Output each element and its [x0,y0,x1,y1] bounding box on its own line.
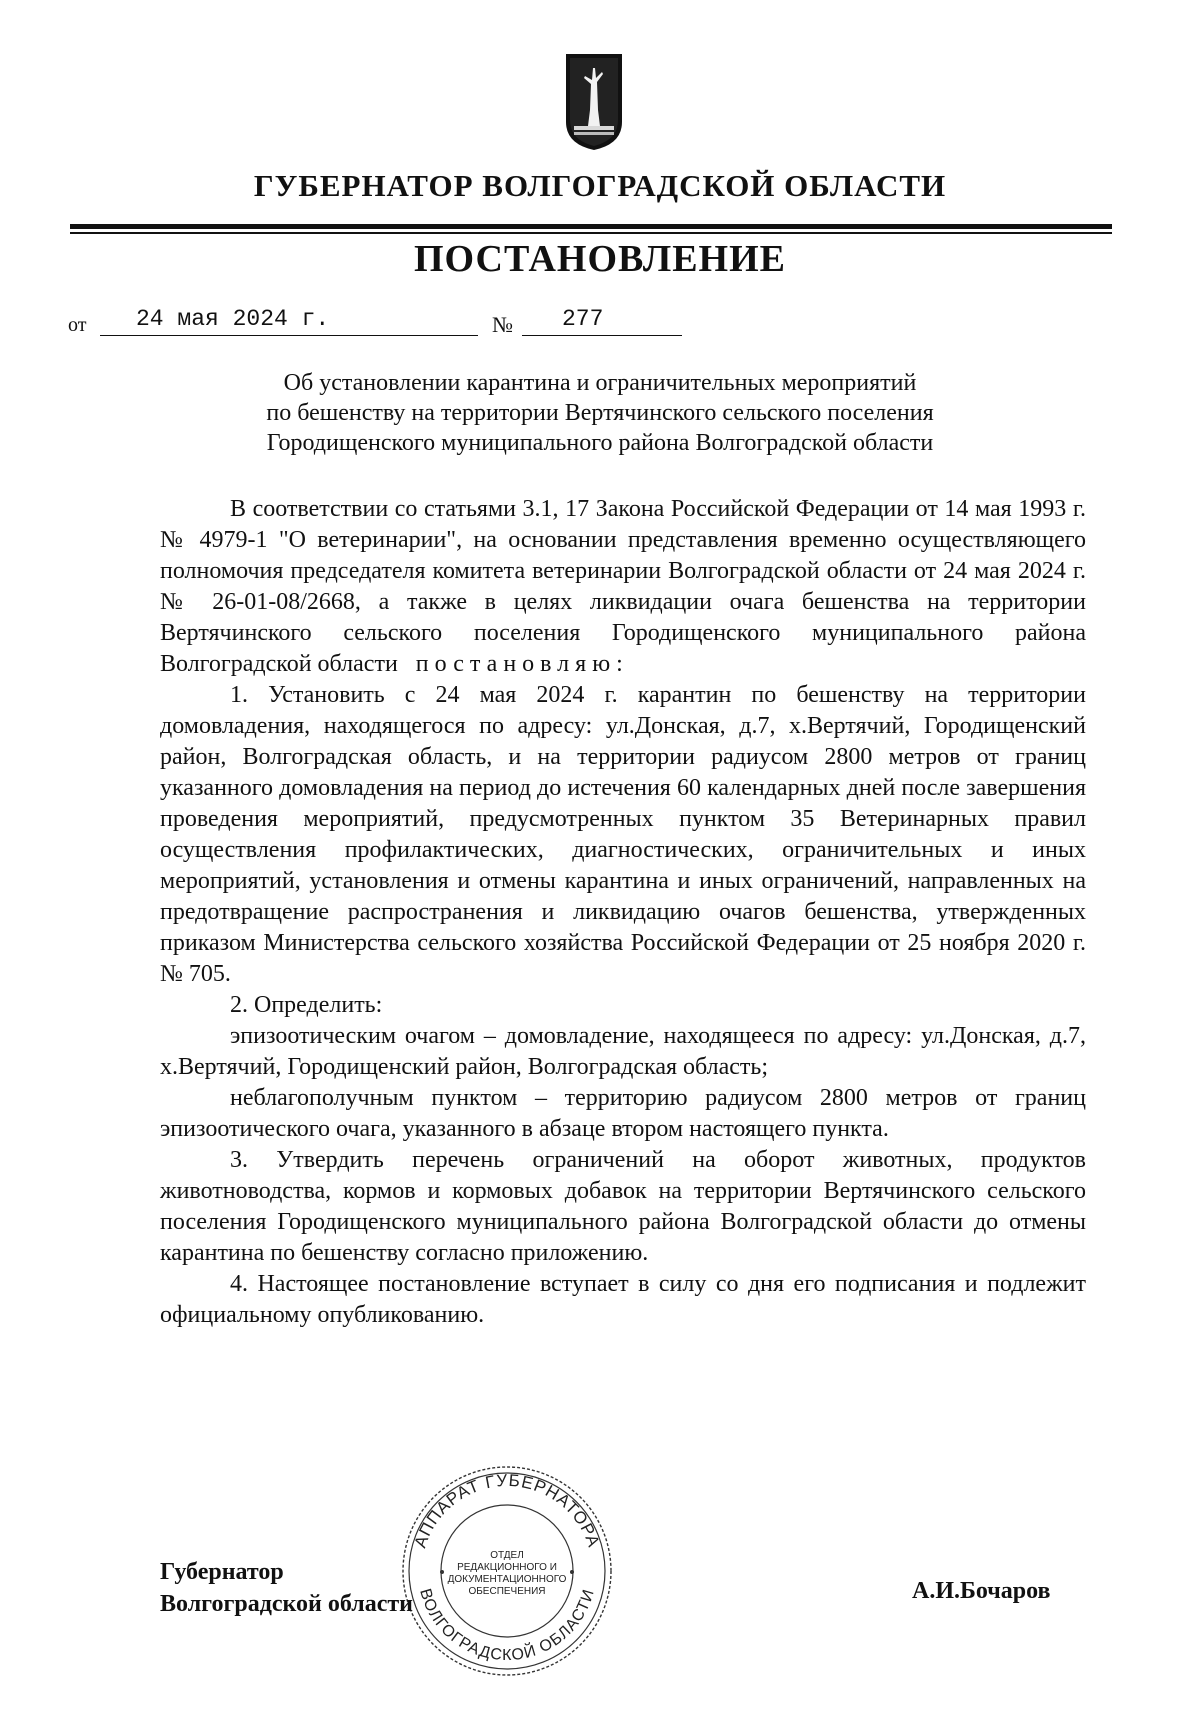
authority-title: ГУБЕРНАТОР ВОЛГОГРАДСКОЙ ОБЛАСТИ [253,168,947,203]
signatory-name: А.И.Бочаров [912,1578,1051,1604]
stamp-line: ОТДЕЛ [490,1550,524,1561]
signatory-position-line: Волгоградской области [160,1591,413,1617]
stamp-line: РЕДАКЦИОННОГО И [457,1562,557,1573]
document-number: 277 [522,306,682,336]
item-2-paragraph-b: неблагополучным пунктом – территорию радиусом 2800 метров от границ эпизоотического очага, указанного в абзаце втором настоящего пункта. [160,1085,1086,1142]
document-subject [150,368,1050,458]
header-divider-thin [70,232,1112,234]
document-body [160,494,1086,1331]
signatory-position-line: Губернатор [160,1559,284,1585]
document-date: 24 мая 2024 г. [100,306,478,336]
preamble-text: В соответствии со статьями 3.1, 17 Закона Российской Федерации от 14 мая 1993 г. № 4979-1 "О ветеринарии", на основании представления временно осуществляющего полномочия председателя комитета ветеринарии Волгоградской области от 24 мая 2024 г. № 26-01-08/2668, а также в целях ликвидации очага бешенства на территории Вертячинского сельского поселения Городищенского муниципального района Волгоградской области [160,496,1086,677]
emblem-icon [564,52,624,152]
document-type-title: ПОСТАНОВЛЕНИЕ [413,238,787,280]
stamp-line: ОБЕСПЕЧЕНИЯ [468,1586,546,1597]
official-stamp [398,1462,616,1680]
stamp-ring-top-text: АППАРАТ ГУБЕРНАТОРА [410,1470,604,1551]
subject-line: Об установлении карантина и ограничительных мероприятий [283,370,917,396]
svg-text:АППАРАТ ГУБЕРНАТОРА [411,1471,604,1550]
preamble-paragraph [160,494,1086,680]
date-label: от [68,314,87,336]
subject-line: Городищенского муниципального района Волгоградской области [266,430,934,456]
item-2-paragraph-a: эпизоотическим очагом – домовладение, находящееся по адресу: ул.Донская, д.7, х.Вертячий, Городищенский район, Волгоградская область; [160,1023,1086,1080]
item-3-paragraph: 3. Утвердить перечень ограничений на оборот животных, продуктов животноводства, кормов и кормовых добавок на территории Вертячинского сельского поселения Городищенского муниципального района Волгоградской области до отмены карантина по бешенству согласно приложению. [160,1147,1086,1266]
number-label: № [492,312,513,337]
stamp-inner-text [432,1550,582,1598]
header-divider-thick [70,224,1112,229]
item-1-paragraph: 1. Установить с 24 мая 2024 г. карантин по бешенству на территории домовладения, находящегося по адресу: ул.Донская, д.7, х.Вертячий, Городищенский район, Волгоградская область, и на территории радиусом 2800 метров от границ указанного домовладения на период до истечения 60 календарных дней после завершения проведения мероприятий, предусмотренных пунктом 35 Ветеринарных правил осуществления профилактических, диагностических, ограничительных и иных мероприятий, установления и отмены карантина и иных ограничений, направленных на предотвращение распространения и ликвидацию очагов бешенства, утвержденных приказом Министерства сельского хозяйства Российской Федерации от 25 ноября 2020 г. № 705. [160,682,1086,987]
stamp-ring-bottom-text: ВОЛГОГРАДСКОЙ ОБЛАСТИ [416,1586,598,1665]
decree-word: постановляю: [415,651,629,677]
item-4-paragraph: 4. Настоящее постановление вступает в силу со дня его подписания и подлежит официальному опубликованию. [160,1271,1086,1328]
subject-line: по бешенству на территории Вертячинского сельского поселения [266,400,934,426]
stamp-line: ДОКУМЕНТАЦИОННОГО [447,1574,567,1585]
signatory-position [160,1556,413,1620]
item-2-heading: 2. Определить: [230,992,383,1018]
coat-of-arms-emblem [564,52,624,152]
